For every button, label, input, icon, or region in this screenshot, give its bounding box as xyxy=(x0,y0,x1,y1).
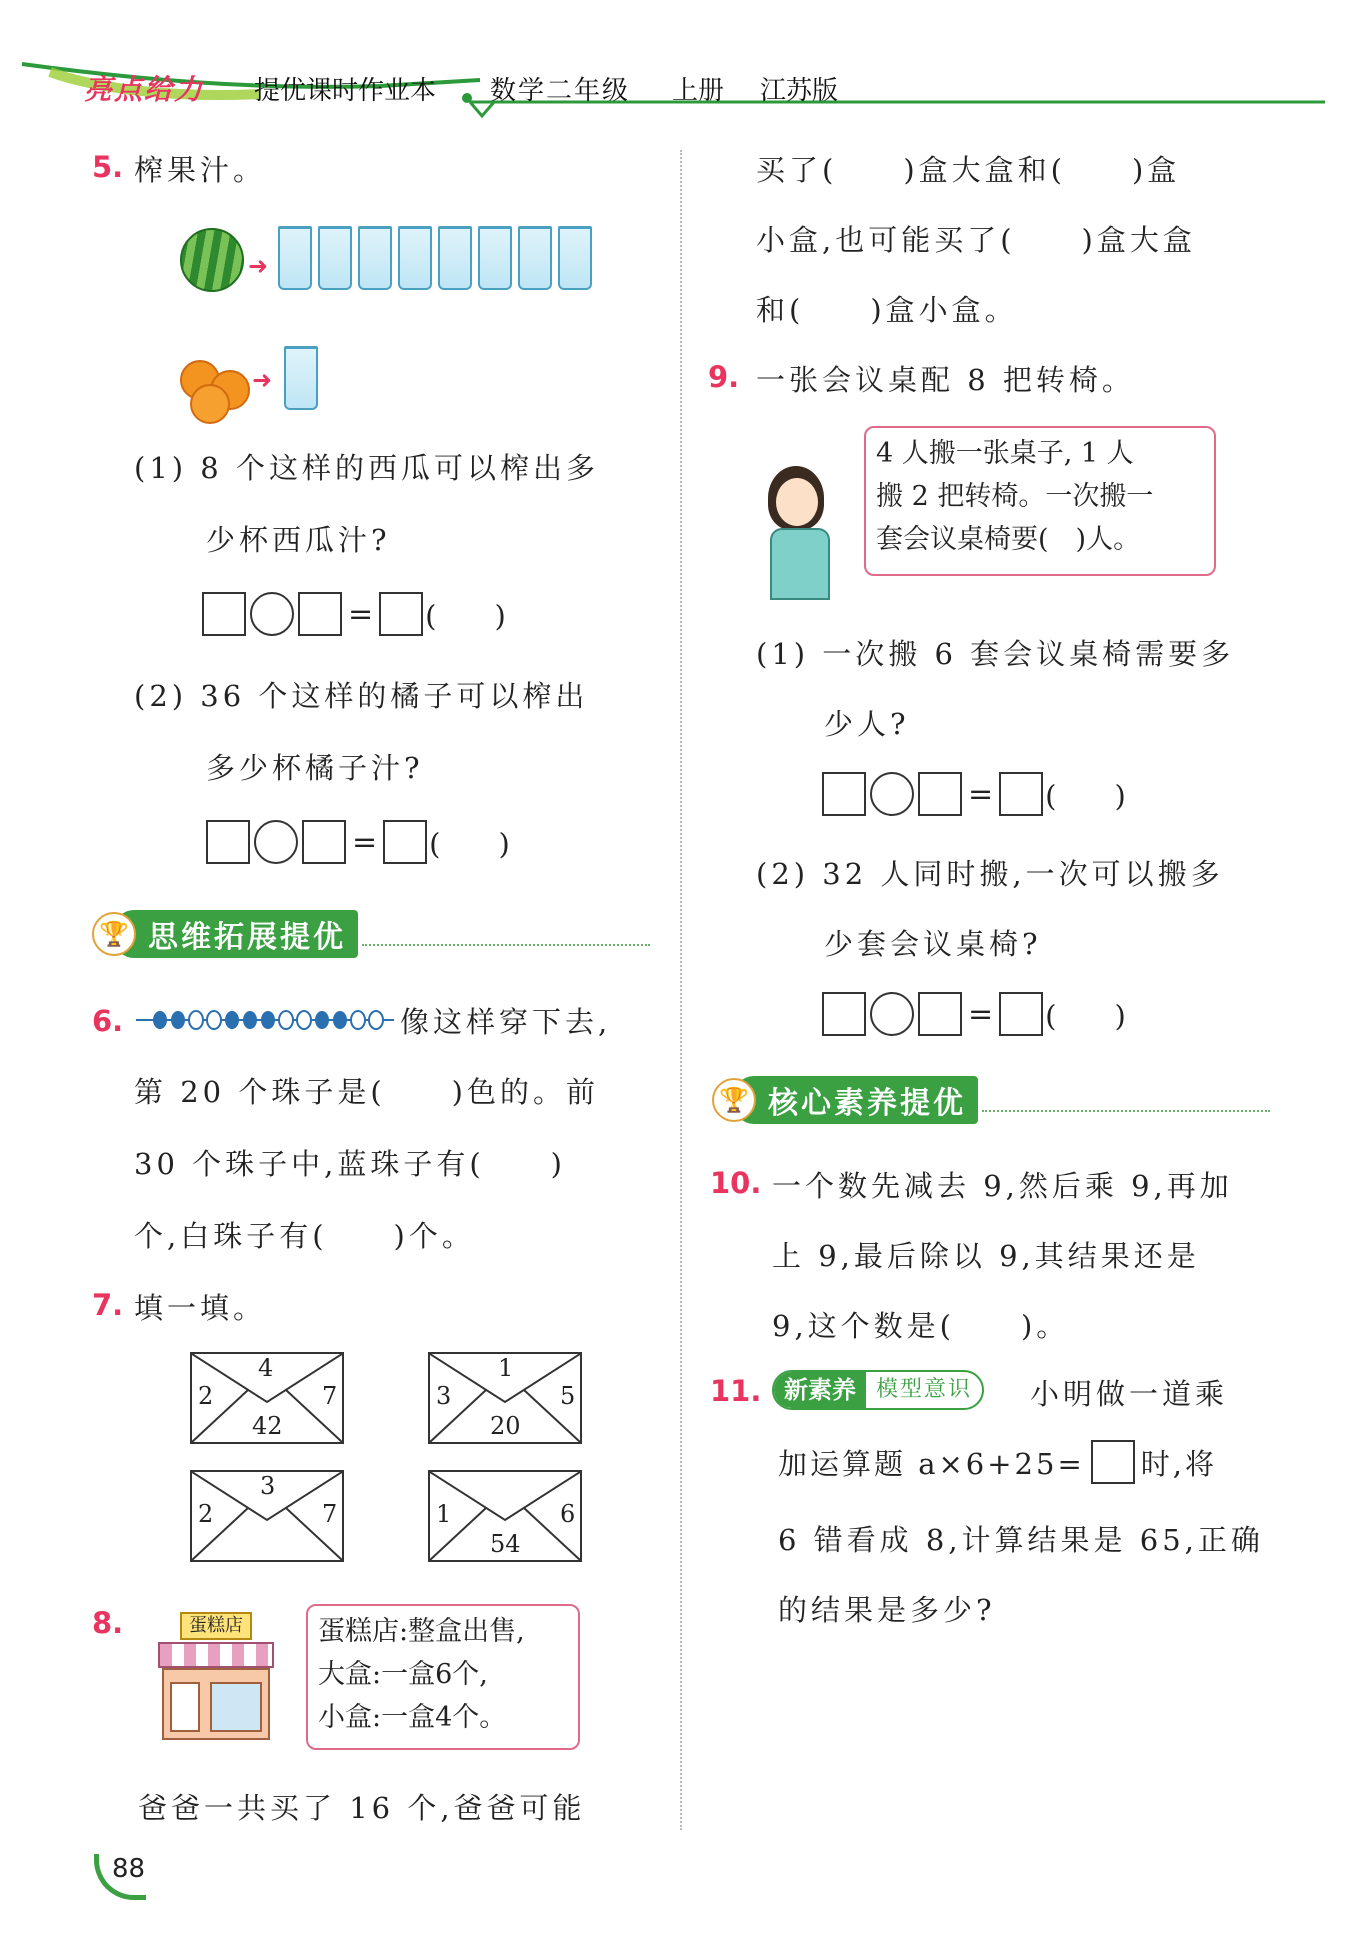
q7-number: 7. xyxy=(92,1288,124,1322)
unit-blank[interactable]: ( ) xyxy=(429,826,510,861)
answer-box[interactable] xyxy=(918,992,962,1036)
arrow-icon: ➜ xyxy=(248,252,269,280)
q11-number: 11. xyxy=(710,1374,762,1408)
operator-circle[interactable] xyxy=(870,772,914,816)
envelope-left: 2 xyxy=(198,1382,214,1410)
cup-icon xyxy=(358,226,392,290)
envelope-top: 3 xyxy=(260,1472,276,1500)
bubble-line: 套会议桌椅要( )人。 xyxy=(876,524,1141,555)
cup-icon xyxy=(284,346,318,410)
envelope-right: 7 xyxy=(322,1500,338,1528)
cup-icon xyxy=(398,226,432,290)
girl-illustration-icon xyxy=(750,460,846,604)
operator-circle[interactable] xyxy=(254,820,298,864)
page-header xyxy=(20,50,1330,120)
q8-speech-bubble xyxy=(306,1604,580,1750)
q11-line2-post: 时,将 xyxy=(1140,1446,1217,1481)
envelope-top: 1 xyxy=(498,1354,514,1382)
bubble-line: 小盒:一盒4个。 xyxy=(318,1702,507,1733)
q9-title: 一张会议桌配 8 把转椅。 xyxy=(756,363,1135,397)
unit-blank[interactable]: ( ) xyxy=(425,598,506,633)
equals-sign: = xyxy=(352,824,378,860)
q10-line3: 9,这个数是( )。 xyxy=(772,1309,1070,1343)
tag-new-literacy: 新素养 xyxy=(774,1371,866,1409)
q9-sub1-line2: 少人? xyxy=(824,707,910,741)
answer-box[interactable] xyxy=(999,992,1043,1036)
answer-box[interactable] xyxy=(202,592,246,636)
subject-label: 数学二年级 xyxy=(490,76,631,106)
answer-box[interactable] xyxy=(918,772,962,816)
cup-icon xyxy=(518,226,552,290)
q11-line3: 6 错看成 8,计算结果是 65,正确 xyxy=(778,1523,1264,1557)
q5-sub1-formula xyxy=(202,592,506,636)
q6-line1: 像这样穿下去, xyxy=(400,1005,612,1039)
unit-blank[interactable]: ( ) xyxy=(1045,778,1126,813)
section-header-thinking xyxy=(92,912,650,956)
section-title: 思维拓展提优 xyxy=(114,910,358,958)
q11-line2 xyxy=(778,1440,1217,1484)
q9-speech-bubble xyxy=(864,426,1216,576)
watermelon-icon xyxy=(180,228,244,292)
envelope-left: 1 xyxy=(436,1500,452,1528)
q11-line4: 的结果是多少? xyxy=(778,1593,996,1627)
envelope-left: 3 xyxy=(436,1382,452,1410)
envelope xyxy=(190,1470,344,1562)
cup-icon xyxy=(438,226,472,290)
q5-title: 榨果汁。 xyxy=(134,153,267,187)
cup-icon xyxy=(278,226,312,290)
answer-box[interactable] xyxy=(383,820,427,864)
bead-string-icon xyxy=(134,1004,396,1036)
q11-tag xyxy=(772,1370,984,1410)
answer-box[interactable] xyxy=(1091,1440,1135,1484)
dotted-rule xyxy=(982,1088,1270,1112)
q7-title: 填一填。 xyxy=(134,1291,267,1325)
q6-line3: 30 个珠子中,蓝珠子有( ) xyxy=(134,1147,566,1181)
envelope-left: 2 xyxy=(198,1500,214,1528)
answer-box[interactable] xyxy=(822,772,866,816)
envelope-top: 4 xyxy=(258,1354,274,1382)
page-number: 88 xyxy=(112,1854,146,1884)
arrow-icon: ➜ xyxy=(252,366,273,394)
q6-line2: 第 20 个珠子是( )色的。前 xyxy=(134,1075,599,1109)
answer-box[interactable] xyxy=(822,992,866,1036)
q9-number: 9. xyxy=(708,360,740,394)
unit-blank[interactable]: ( ) xyxy=(1045,998,1126,1033)
answer-box[interactable] xyxy=(206,820,250,864)
dotted-rule xyxy=(362,922,650,946)
tag-model-awareness: 模型意识 xyxy=(876,1377,973,1402)
q9-sub2-formula xyxy=(822,992,1126,1036)
envelope-right: 5 xyxy=(560,1382,576,1410)
q10-line2: 上 9,最后除以 9,其结果还是 xyxy=(772,1239,1200,1273)
envelope-bottom: 42 xyxy=(252,1412,283,1440)
section-title: 核心素养提优 xyxy=(734,1076,978,1124)
q5-sub1-line2: 少杯西瓜汁? xyxy=(206,523,391,557)
q9-sub2-line1: (2) 32 人同时搬,一次可以搬多 xyxy=(756,857,1224,891)
q8-line1: 爸爸一共买了 16 个,爸爸可能 xyxy=(138,1791,586,1825)
envelope xyxy=(428,1470,582,1562)
equals-sign: = xyxy=(968,996,994,1032)
column-divider xyxy=(680,150,682,1830)
q9-sub1-line1: (1) 一次搬 6 套会议桌椅需要多 xyxy=(756,637,1235,671)
section-header-core xyxy=(712,1078,1270,1122)
q10-number: 10. xyxy=(710,1166,762,1200)
cup-icon xyxy=(318,226,352,290)
q8-number: 8. xyxy=(92,1606,124,1640)
answer-box[interactable] xyxy=(379,592,423,636)
answer-box[interactable] xyxy=(999,772,1043,816)
answer-box[interactable] xyxy=(302,820,346,864)
q9-sub2-line2: 少套会议桌椅? xyxy=(824,927,1042,961)
brand-logo: 亮点给力 xyxy=(84,73,205,106)
q11-line2-pre: 加运算题 a×6+25= xyxy=(778,1446,1085,1481)
envelope xyxy=(190,1352,344,1444)
envelope-right: 6 xyxy=(560,1500,576,1528)
cake-shop-icon xyxy=(156,1612,276,1742)
bubble-line: 蛋糕店:整盒出售, xyxy=(318,1616,525,1647)
cup-icon xyxy=(558,226,592,290)
edition-label: 江苏版 xyxy=(760,76,839,106)
q11-line1: 小明做一道乘 xyxy=(1030,1377,1229,1411)
equals-sign: = xyxy=(348,596,374,632)
q10-line1: 一个数先减去 9,然后乘 9,再加 xyxy=(772,1169,1233,1203)
trophy-icon: 🏆 xyxy=(92,912,136,956)
q6-line4: 个,白珠子有( )个。 xyxy=(134,1219,475,1253)
series-title: 提优课时作业本 xyxy=(254,76,437,106)
equals-sign: = xyxy=(968,776,994,812)
q8-line3: 小盒,也可能买了( )盒大盒 xyxy=(756,223,1196,257)
q8-line4: 和( )盒小盒。 xyxy=(756,293,1018,327)
operator-circle[interactable] xyxy=(250,592,294,636)
answer-box[interactable] xyxy=(298,592,342,636)
bubble-line: 搬 2 把转椅。一次搬一 xyxy=(876,481,1154,512)
envelope-right: 7 xyxy=(322,1382,338,1410)
operator-circle[interactable] xyxy=(870,992,914,1036)
bubble-line: 大盒:一盒6个, xyxy=(318,1659,488,1690)
shop-sign: 蛋糕店 xyxy=(180,1612,252,1640)
envelope-bottom: 20 xyxy=(490,1412,521,1440)
trophy-icon: 🏆 xyxy=(712,1078,756,1122)
volume-label: 上册 xyxy=(672,76,725,106)
q9-sub1-formula xyxy=(822,772,1126,816)
cup-icon xyxy=(478,226,512,290)
bubble-line: 4 人搬一张桌子, 1 人 xyxy=(876,438,1134,469)
q6-number: 6. xyxy=(92,1004,124,1038)
q5-sub1-line1: (1) 8 个这样的西瓜可以榨出多 xyxy=(134,451,599,485)
q8-line2: 买了( )盒大盒和( )盒 xyxy=(756,153,1181,187)
q5-number: 5. xyxy=(92,150,124,184)
envelope xyxy=(428,1352,582,1444)
q5-sub2-line1: (2) 36 个这样的橘子可以榨出 xyxy=(134,679,589,713)
envelope-bottom: 54 xyxy=(490,1530,521,1558)
q5-sub2-line2: 多少杯橘子汁? xyxy=(206,751,424,785)
q5-sub2-formula xyxy=(206,820,510,864)
